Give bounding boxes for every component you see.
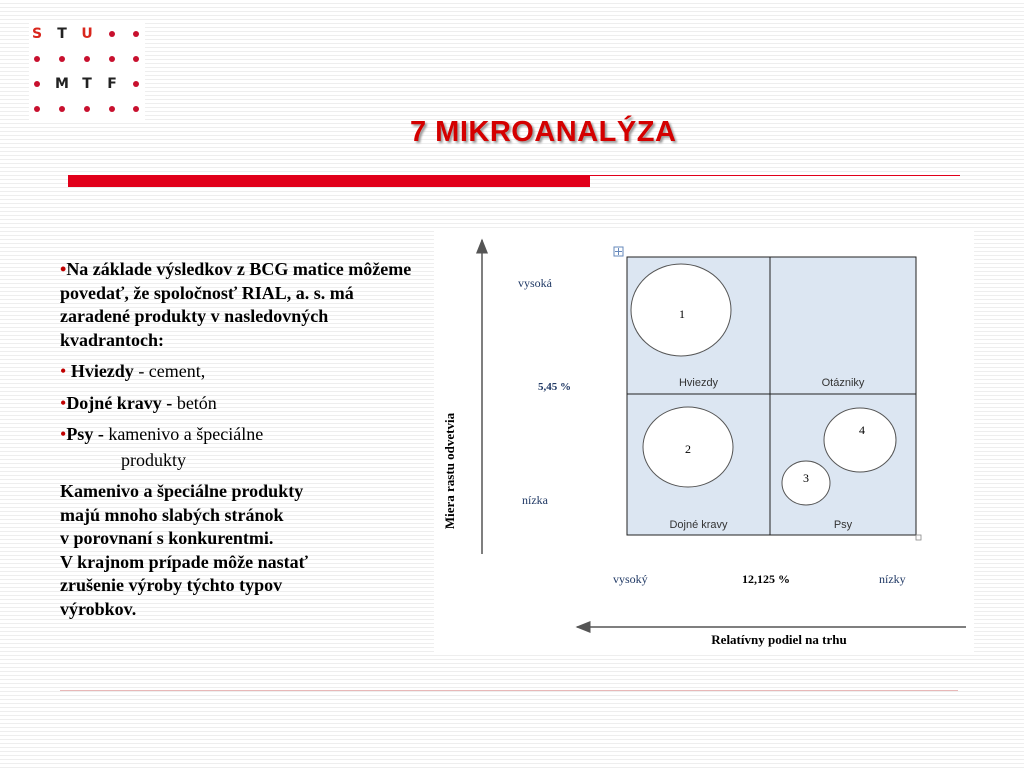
logo-dot — [59, 106, 65, 112]
logo-letter-f: F — [107, 76, 117, 92]
bubble-label-3: 3 — [803, 471, 809, 485]
bcg-matrix-svg — [434, 228, 974, 653]
conclusion-line: Kamenivo a špeciálne produkty — [60, 481, 304, 501]
title-underline-line — [590, 175, 960, 176]
slide-text — [60, 258, 420, 621]
quadrant-top-right — [770, 257, 916, 394]
list-item-dojne-kravy — [60, 392, 420, 416]
x-label-low: nízky — [879, 572, 906, 586]
logo-dot — [109, 31, 115, 37]
list-item-hviezdy — [60, 360, 420, 384]
logo-letter-s: S — [31, 26, 43, 42]
logo-dot — [84, 56, 90, 62]
title-underline-bar — [68, 175, 590, 187]
slide-title: 7 MIKROANALÝZA — [410, 116, 677, 148]
item-label: Psy - — [66, 424, 109, 444]
logo-dot — [133, 106, 139, 112]
bullet-icon: • — [60, 424, 67, 444]
logo-dot — [34, 106, 40, 112]
bcg-matrix-diagram — [434, 228, 974, 653]
x-axis-title: Relatívny podiel na trhu — [711, 632, 847, 647]
item-value: kamenivo a špeciálne — [108, 424, 264, 444]
bubble-label-4: 4 — [859, 423, 865, 437]
logo-letter-u: U — [81, 26, 93, 42]
bubble-4 — [824, 408, 896, 472]
item-value: betón — [176, 392, 217, 413]
logo-dot — [133, 31, 139, 37]
logo-dot — [34, 81, 40, 87]
conclusion-line: majú mnoho slabých stránok — [60, 504, 284, 525]
stu-mtf-logo — [29, 20, 145, 120]
logo-letter-t: T — [57, 26, 67, 42]
quadrant-label-dojne-kravy: Dojné kravy — [669, 519, 728, 531]
item-label: Dojné kravy - — [66, 392, 177, 413]
logo-dot — [133, 56, 139, 62]
list-item-continuation: produkty — [121, 449, 186, 470]
quadrant-label-hviezdy: Hviezdy — [678, 377, 719, 389]
logo-letter-m: M — [55, 76, 69, 92]
bubble-label-1: 1 — [679, 307, 685, 321]
logo-dot — [109, 56, 115, 62]
y-label-high: vysoká — [518, 276, 552, 290]
resize-handle-icon — [916, 535, 921, 540]
logo-letter-t2: T — [82, 76, 92, 92]
intro-paragraph — [60, 258, 420, 352]
footer-divider — [60, 690, 958, 691]
quadrant-label-psy: Psy — [833, 519, 853, 531]
y-axis-title: Miera rastu odvetvia — [442, 412, 457, 530]
y-label-mid: 5,45 % — [538, 381, 571, 393]
logo-dot — [84, 106, 90, 112]
logo-dot — [133, 81, 139, 87]
logo-dot — [109, 106, 115, 112]
x-label-mid: 12,125 % — [742, 572, 790, 586]
intro-text: Na základe výsledkov z BCG matice môžeme povedať, že spoločnosť RIAL, a. s. má zaradené produkty v nasledovných kvadrantoch: — [60, 259, 412, 350]
bullet-icon: • — [60, 259, 67, 279]
item-label: Hviezdy — [70, 361, 134, 381]
conclusion-line: zrušenie výroby týchto typov — [60, 575, 283, 595]
quadrant-label-otazniky: Otázniky — [821, 377, 865, 389]
conclusion-line: výrobkov. — [60, 598, 137, 619]
conclusion-line: v porovnaní s konkurentmi. — [60, 528, 274, 548]
conclusion-paragraph — [60, 480, 420, 621]
bullet-icon: • — [60, 361, 71, 381]
list-item-psy — [60, 423, 420, 447]
logo-dot — [34, 56, 40, 62]
item-value: - cement, — [133, 361, 206, 381]
bubble-label-2: 2 — [685, 442, 691, 456]
x-label-high: vysoký — [613, 572, 648, 586]
y-label-low: nízka — [522, 493, 548, 507]
conclusion-line: V krajnom prípade môže nastať — [60, 551, 309, 572]
logo-dot — [59, 56, 65, 62]
bullet-icon: • — [60, 392, 67, 413]
